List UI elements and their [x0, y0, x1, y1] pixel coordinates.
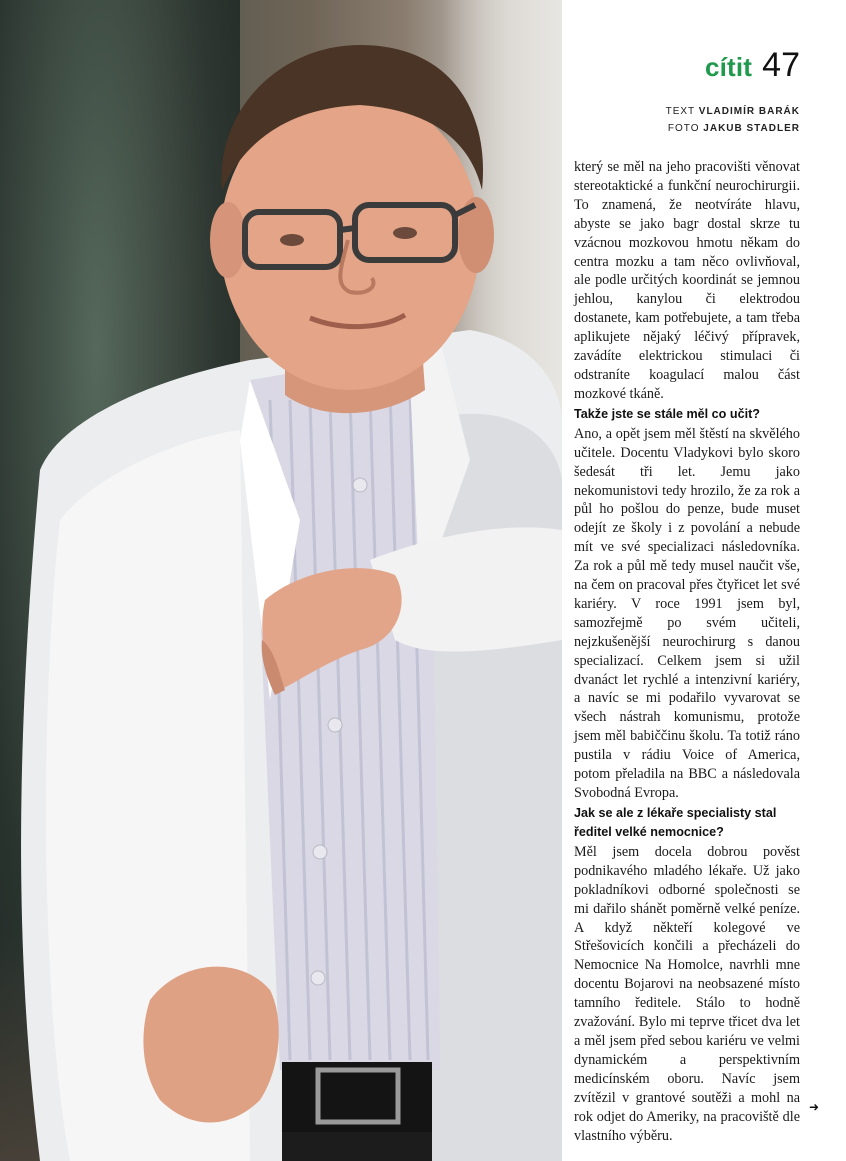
- page-header: [705, 46, 800, 85]
- author-credits: [666, 103, 800, 137]
- article-paragraph: Ano, a opět jsem měl štěstí na skvělého učitele. Docentu Vladykovi bylo skoro šedesát tři let. Jemu jako nekomunistovi tedy hrozilo, že za rok a půl ho pošlou do penze, bude muset odejít ze školy i z povolání a nebude mít ve své specializaci následovníka. Za rok a půl mě tedy musel naučit vše, na čem on pracoval přes čtyřicet let své kariéry. V roce 1991 jsem byl, samozřejmě po svém učiteli, nejzkušenější neurochirurg s danou specializací. Celkem jsem si užil dvanáct let rychlé a intenzivní kariéry, a navíc se mi podařilo vyvarovat se všech nástrah komunismu, protože jsem měl babiččinu školu. Ta totiž ráno pustila v rádiu Voice of America, potom přeladila na BBC a následovala Svobodná Evropa.: [574, 425, 800, 801]
- photo-credit-author: JAKUB STADLER: [703, 123, 800, 134]
- continue-arrow-icon: ➜: [809, 1100, 820, 1114]
- page-number: 47: [762, 46, 800, 84]
- text-credit: [666, 103, 800, 120]
- text-credit-label: TEXT: [665, 106, 695, 117]
- interview-question: Takže jste se stále měl co učit?: [574, 406, 760, 421]
- article-body: [574, 158, 800, 1145]
- photo-credit-label: FOTO: [667, 123, 700, 134]
- article-paragraph: Měl jsem docela dobrou pověst podnikavého mladého lékaře. Už jako pokladníkovi odborné společnosti se mi dařilo shánět poměrně velké peníze. A když někteří kolegové ve Střešovicích končili a přecházeli do Nemocnice Na Homolce, navrhli mne docentu Bojarovi na neobsazené místo tamního ředitele. Stálo to hodně zvažování. Bylo mi teprve třicet dva let a měl jsem před sebou kariéru ve velmi dynamickém a perspektivním medicínském oboru. Navíc jsem zvítězil v grantové soutěži a mohl na rok odjet do Ameriky, na pracoviště dle vlastního výběru.: [574, 843, 800, 1144]
- interview-question: Jak se ale z lékaře specialisty stal ředitel velké nemocnice?: [574, 805, 777, 839]
- text-credit-author: VLADIMÍR BARÁK: [698, 106, 800, 117]
- photo-credit: [666, 120, 800, 137]
- article-paragraph: který se měl na jeho pracovišti věnovat stereotaktické a funkční neurochirurgii. To znamená, že neotvíráte hlavu, abyste se jako bagr dostal skrze tu vzácnou mozkovou hmotu někam do centra mozku a tam něco ovlivňoval, ale podle určitých koordinát se jemnou jehlou, kanylou či elektrodou dostanete, kam potřebujete, a tam třeba aplikujete nějaký léčivý přípravek, zavádíte elektrickou stimulaci či odstraníte koagulací malou část mozkové tkáně.: [574, 159, 800, 402]
- section-title: cítit: [704, 52, 753, 82]
